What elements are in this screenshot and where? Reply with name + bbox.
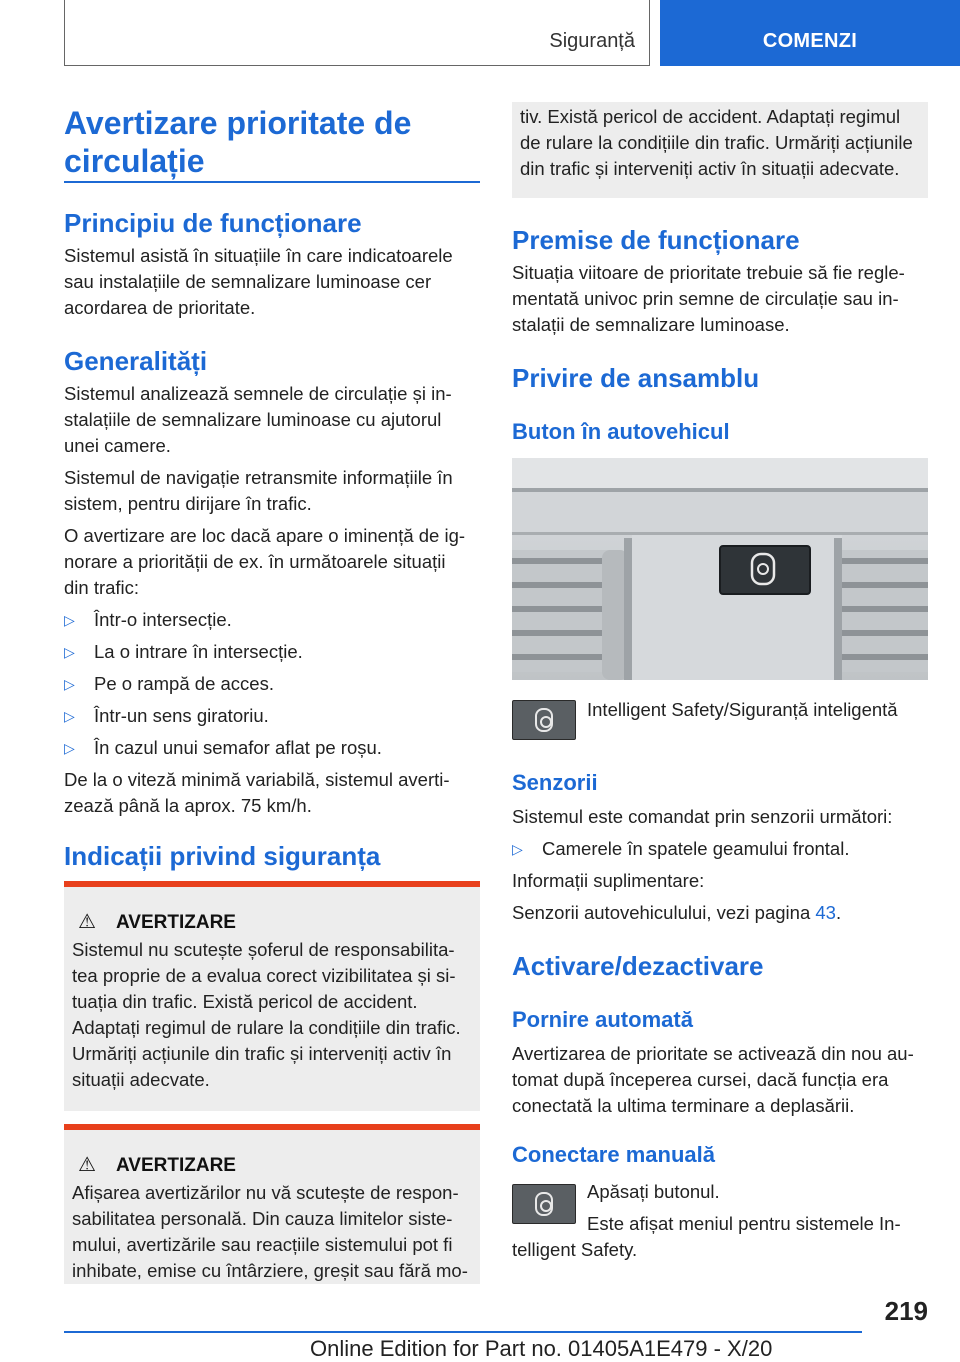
intelligent-safety-button-icon — [512, 1184, 576, 1224]
senzorii-paragraph-1: Sistemul este comandat prin senzorii următori: — [512, 806, 893, 827]
page-reference-link[interactable]: 43 — [815, 902, 836, 923]
footer-divider — [64, 1331, 862, 1333]
buton-heading: Buton în autovehicul — [512, 419, 730, 444]
gen-p3-line-2: norare a priorității de ex. în următoarele situații — [64, 551, 446, 572]
senzorii-paragraph-3: Senzorii autovehiculului, vezi pagina 43. — [512, 902, 842, 923]
premise-heading: Premise de funcționare — [512, 225, 800, 255]
warning-triangle-icon: ⚠ — [78, 911, 96, 933]
principiu-line-2: sau instalațiile de semnalizare luminoase cer — [64, 271, 432, 292]
principiu-line-1: Sistemul asistă în situațiile în care indicatoarele — [64, 245, 453, 266]
conectare-heading: Conectare manuală — [512, 1142, 715, 1167]
header-tab-comenzi[interactable] — [660, 0, 960, 66]
header-tab-label: COMENZI — [762, 30, 858, 52]
triangle-bullet-icon: ▷ — [64, 644, 75, 660]
warning-line: Urmăriți acțiunile din trafic și interveniți activ în — [72, 1043, 452, 1064]
warning-bar — [64, 881, 480, 887]
senzorii-heading: Senzorii — [512, 770, 598, 795]
warning-line: tiv. Există pericol de accident. Adaptați regimul — [520, 106, 901, 127]
pornire-line-1: Avertizarea de prioritate se activează din nou au- — [512, 1043, 914, 1064]
triangle-bullet-icon: ▷ — [64, 740, 75, 756]
gen-p3-line-1: O avertizare are loc dacă apare o iminență de ig- — [64, 525, 466, 546]
warning-line: sabilitatea personală. Din cauza limitelor siste- — [72, 1208, 453, 1229]
page-header — [0, 0, 960, 66]
principiu-line-3: acordarea de prioritate. — [64, 297, 256, 318]
warning-title: ⚠ AVERTIZARE — [78, 911, 236, 933]
warning-line: tuația din trafic. Există pericol de accident. — [72, 991, 418, 1012]
warning-line: inhibate, emise cu întârziere, greșit sau fără mo- — [72, 1260, 468, 1281]
title-divider — [64, 181, 480, 183]
gen-p1-line-1: Sistemul analizează semnele de circulație și in- — [64, 383, 452, 404]
page-title-line1: Avertizare prioritate de — [64, 105, 412, 141]
premise-line-2: mentată univoc prin semne de circulație sau in- — [512, 288, 899, 309]
triangle-bullet-icon: ▷ — [512, 841, 523, 857]
warning-line: de rulare la condițiile din trafic. Urmăriți acțiunile — [520, 132, 913, 153]
gen-p3-line-3: din trafic: — [64, 577, 140, 598]
warning-line: mului, avertizările sau reacțiile sistemului pot fi — [72, 1234, 453, 1255]
conectare-paragraph-2-line-2: telligent Safety. — [512, 1239, 638, 1260]
gen-p2-line-2: sistem, pentru dirijare în trafic. — [64, 493, 312, 514]
header-section-title: Siguranță — [549, 30, 635, 52]
gen-p4-line-1: De la o viteză minimă variabilă, sistemul averti- — [64, 769, 450, 790]
page-number: 219 — [884, 1296, 928, 1326]
privire-heading: Privire de ansamblu — [512, 363, 760, 393]
dashboard-photo-illustration — [512, 458, 928, 680]
dashboard-button-photo — [512, 458, 928, 680]
list-item-text: Camerele în spatele geamului frontal. — [542, 838, 850, 859]
pornire-line-2: tomat după începerea cursei, dacă funcția era — [512, 1069, 889, 1090]
warning-box-1 — [64, 881, 480, 1111]
senzorii-paragraph-2: Informații suplimentare: — [512, 870, 705, 891]
indicatii-heading: Indicații privind siguranța — [64, 841, 381, 871]
list-item-text: Într-un sens giratoriu. — [94, 705, 269, 726]
gen-p1-line-3: unei camere. — [64, 435, 171, 456]
button-caption: Intelligent Safety/Siguranță inteligentă — [587, 699, 898, 720]
warning-bar — [64, 1124, 480, 1130]
pornire-line-3: conectată la ultima terminare a deplasării. — [512, 1095, 855, 1116]
triangle-bullet-icon: ▷ — [64, 676, 75, 692]
warning-box-2 — [64, 1124, 480, 1284]
header-section-box — [64, 0, 650, 66]
warning-triangle-icon: ⚠ — [78, 1154, 96, 1176]
warning-line: Afișarea avertizărilor nu vă scutește de respon- — [72, 1182, 459, 1203]
intelligent-safety-button-icon — [512, 700, 576, 740]
triangle-bullet-icon: ▷ — [64, 612, 75, 628]
premise-line-1: Situația viitoare de prioritate trebuie să fie regle- — [512, 262, 905, 283]
warning-line: Adaptați regimul de rulare la condițiile din trafic. — [72, 1017, 461, 1038]
principiu-heading: Principiu de funcționare — [64, 208, 362, 238]
list-item-text: Pe o rampă de acces. — [94, 673, 274, 694]
warning-line: situații adecvate. — [72, 1069, 210, 1090]
conectare-paragraph-1: Apăsați butonul. — [587, 1181, 720, 1202]
gen-p4-line-2: zează până la aprox. 75 km/h. — [64, 795, 312, 816]
pornire-heading: Pornire automată — [512, 1007, 693, 1032]
list-item-text: Într-o intersecție. — [94, 609, 232, 630]
warning-line: tea proprie de a evalua corect vizibilitatea și si- — [72, 965, 456, 986]
warning-line: din trafic și interveniți activ în situații adecvate. — [520, 158, 900, 179]
warning-line: Sistemul nu scutește șoferul de responsabilita- — [72, 939, 455, 960]
gen-p1-line-2: stalațiile de semnalizare luminoase cu ajutorul — [64, 409, 442, 430]
generalitati-heading: Generalități — [64, 346, 208, 376]
triangle-bullet-icon: ▷ — [64, 708, 75, 724]
page-title-line2: circulație — [64, 143, 205, 179]
list-item-text: La o intrare în intersecție. — [94, 641, 303, 662]
warning-title: ⚠ AVERTIZARE — [78, 1154, 236, 1176]
list-item-text: În cazul unui semafor aflat pe roșu. — [94, 737, 382, 758]
premise-line-3: stalații de semnalizare luminoase. — [512, 314, 790, 335]
conectare-paragraph-2-line-1: Este afișat meniul pentru sistemele In- — [587, 1213, 901, 1234]
gen-p2-line-1: Sistemul de navigație retransmite informațiile în — [64, 467, 453, 488]
footer-edition-text: Online Edition for Part no. 01405A1E479 - X/20 — [310, 1336, 773, 1361]
activare-heading: Activare/dezactivare — [512, 951, 764, 981]
warning-continuation-box — [512, 102, 928, 198]
